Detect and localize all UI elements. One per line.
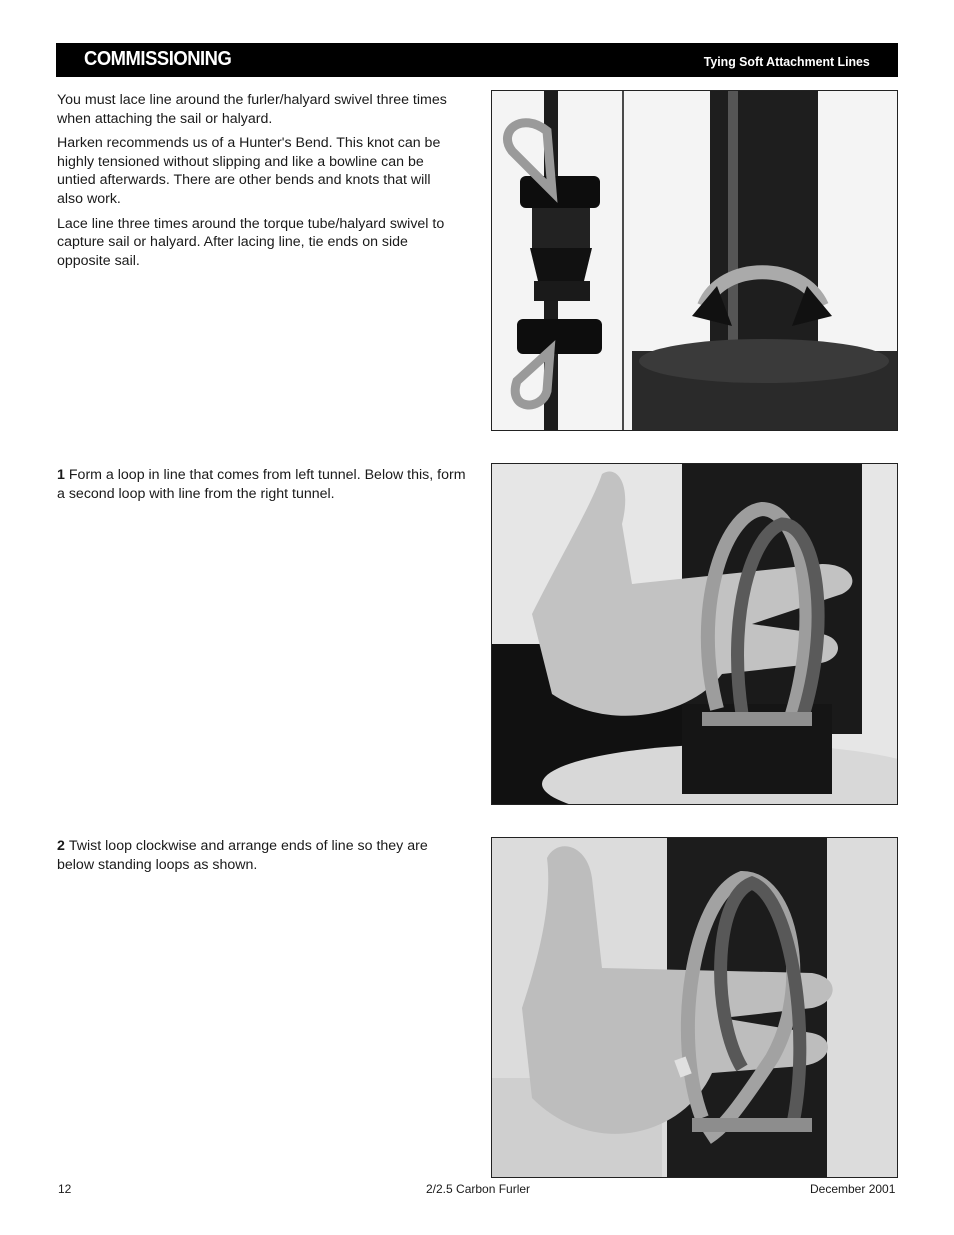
page-number: 12	[58, 1182, 72, 1196]
swivel-lacing-photo	[491, 90, 898, 431]
section-subtitle: Tying Soft Attachment Lines	[703, 54, 870, 69]
intro-text	[57, 91, 467, 276]
intro-paragraph: Harken recommends us of a Hunter's Bend. This knot can be highly tensioned without slipping and like a bowline can be untied afterwards. There are other bends and knots that will also work.	[57, 135, 441, 207]
footer-product: 2/2.5 Carbon Furler	[426, 1182, 531, 1196]
section-title: COMMISSIONING	[84, 48, 232, 70]
step-number: 2	[57, 838, 65, 854]
intro-paragraph: Lace line three times around the torque tube/halyard swivel to capture sail or halyard. After lacing line, tie ends on side opposite sail.	[57, 215, 445, 269]
section-header-bar	[56, 43, 898, 77]
step-description: Twist loop clockwise and arrange ends of line so they are below standing loops as shown.	[57, 838, 428, 873]
step-description: Form a loop in line that comes from left tunnel. Below this, form a second loop with line from the right tunnel.	[57, 467, 466, 502]
step-2-text	[57, 837, 467, 880]
step-number: 1	[57, 467, 65, 483]
step-1-loops-photo	[491, 463, 898, 805]
step-2-twist-photo	[491, 837, 898, 1178]
step-1-text	[57, 466, 467, 509]
intro-paragraph: You must lace line around the furler/halyard swivel three times when attaching the sail or halyard.	[57, 92, 447, 127]
footer-date: December 2001	[810, 1182, 896, 1196]
